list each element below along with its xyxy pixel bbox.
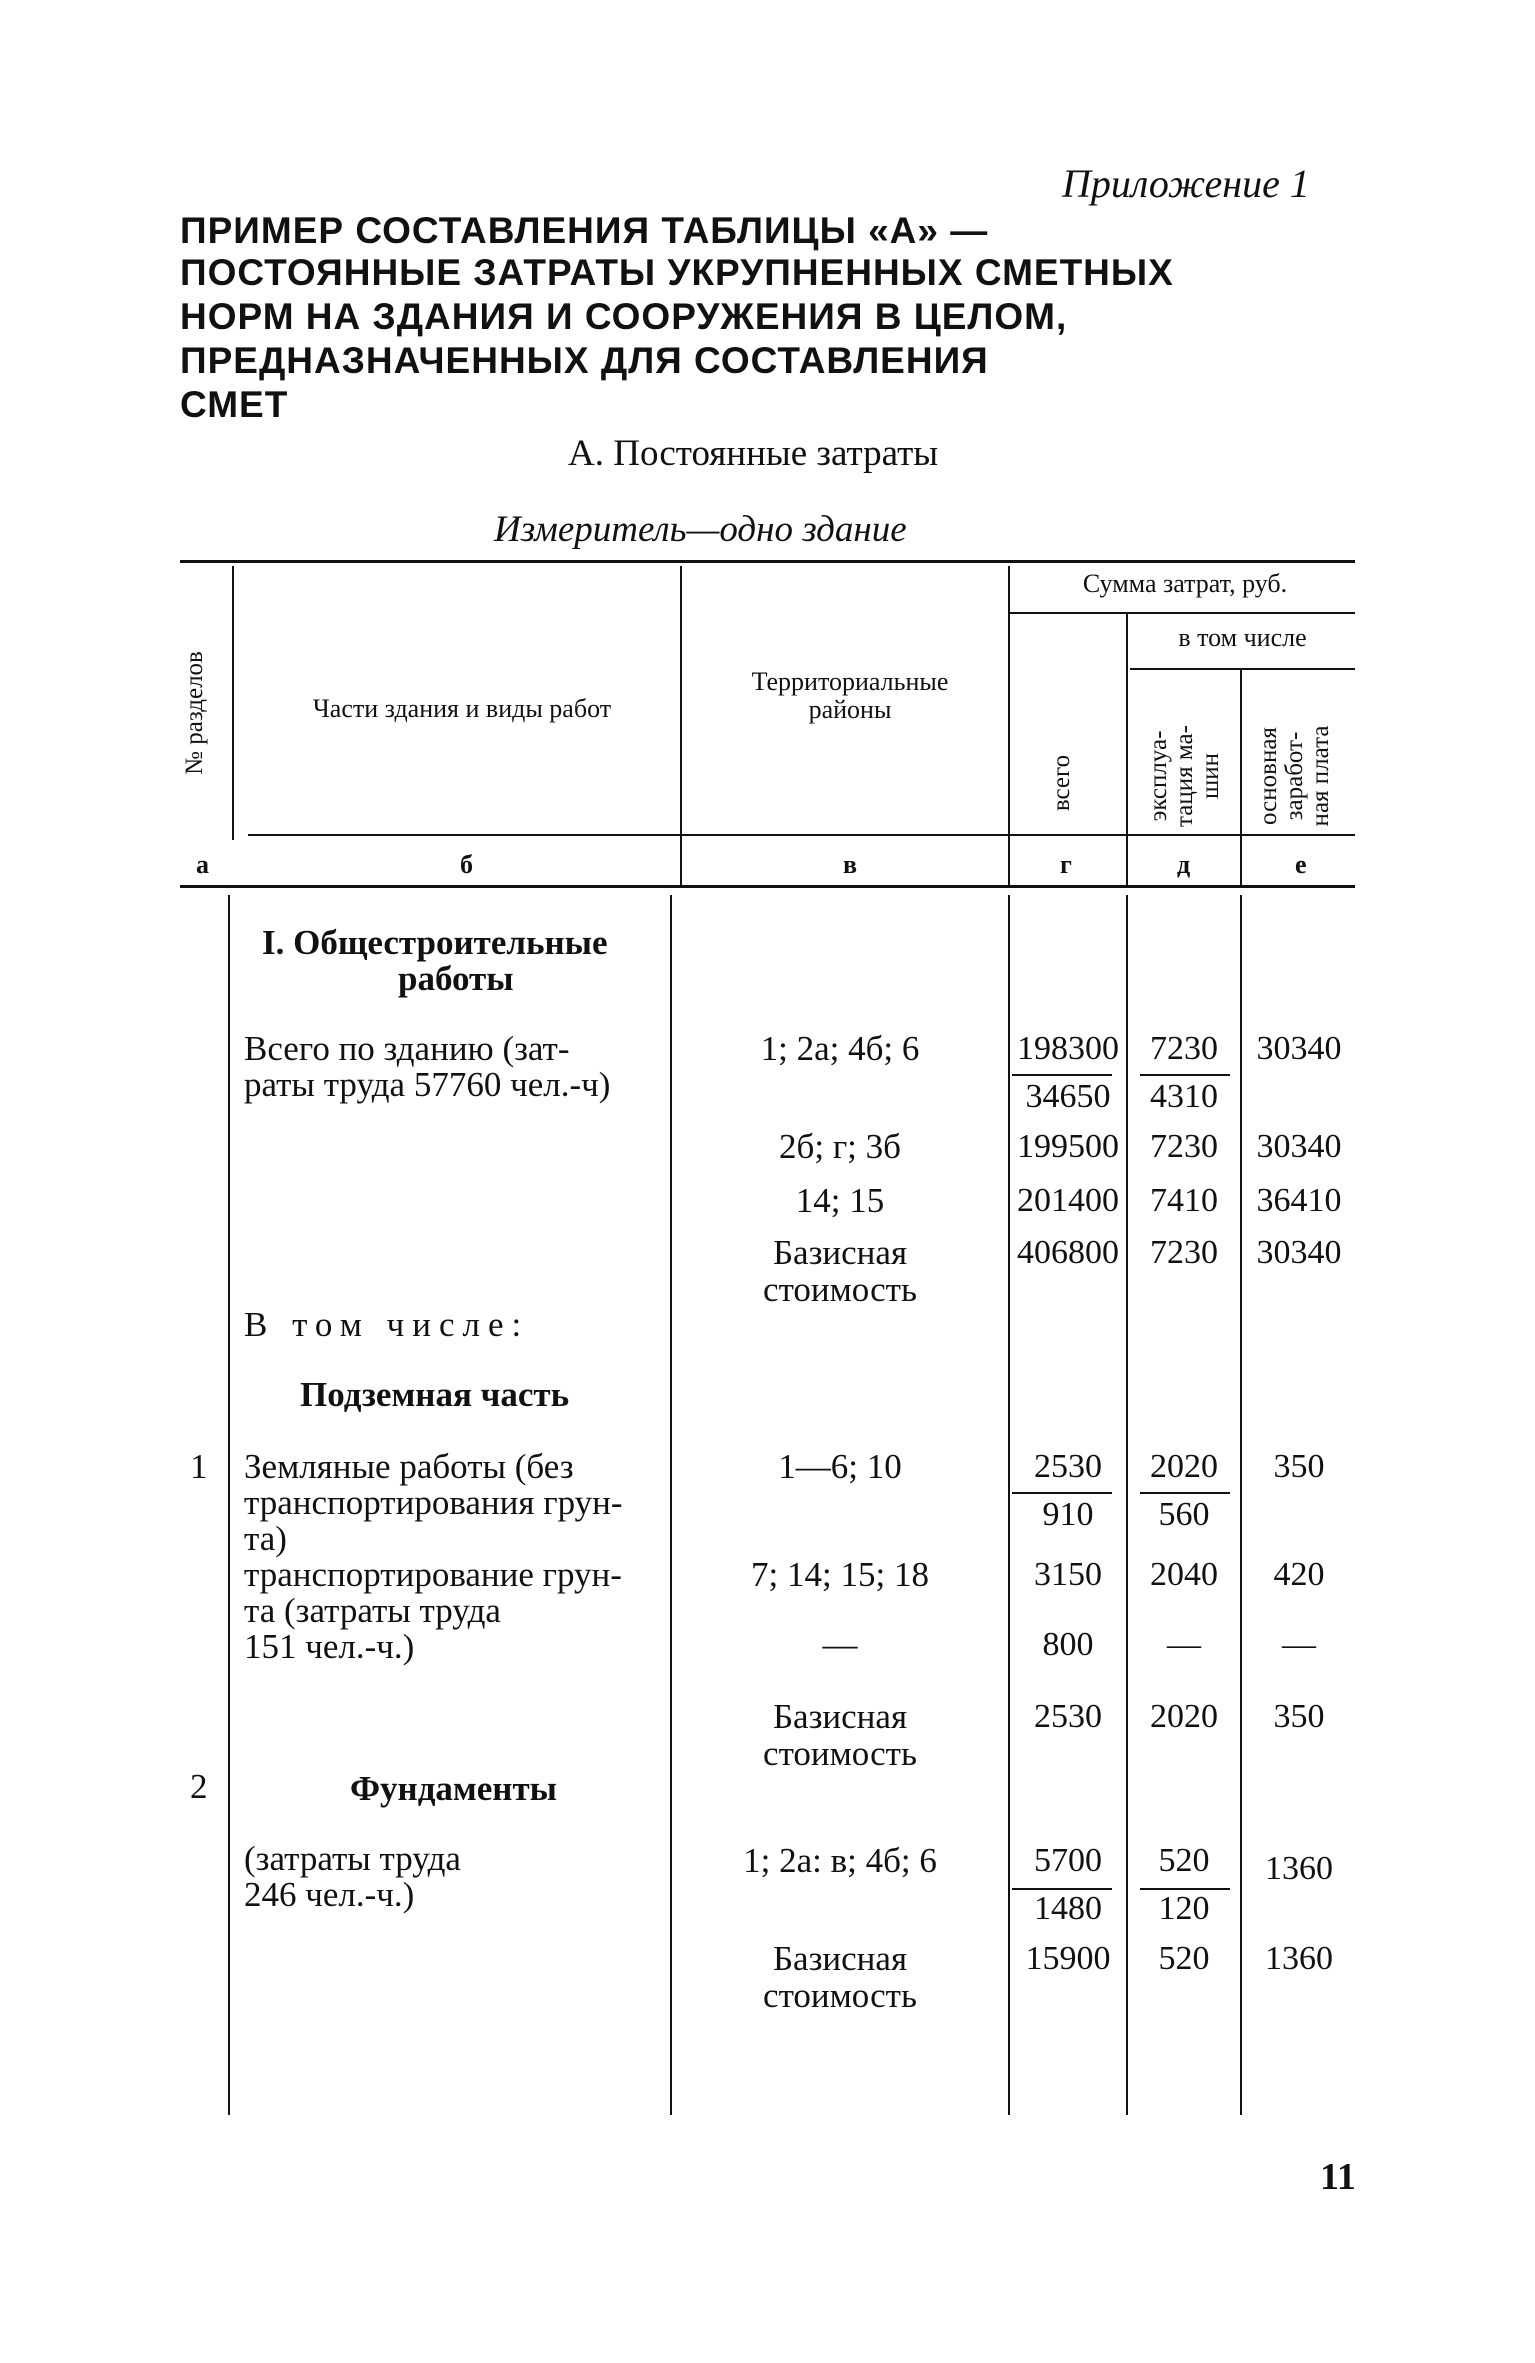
total-r10: 15900: [1025, 1940, 1111, 1977]
total-r1: 198300: [1017, 1030, 1119, 1067]
header-sum: Сумма затрат, руб.: [1082, 569, 1288, 598]
section1-title-2: работы: [398, 959, 514, 998]
total-r8: 2530: [1034, 1698, 1102, 1735]
wage-r2: 30340: [1256, 1128, 1342, 1165]
transport-line-3: 151 чел.-ч.): [244, 1627, 415, 1666]
header-total: всего: [1048, 754, 1075, 812]
total-bldg-1: Всего по зданию (зат-: [244, 1029, 570, 1068]
mach-r5: 2020: [1150, 1448, 1218, 1485]
mach-sub-r9: 120: [1158, 1890, 1210, 1927]
total-r6: 3150: [1034, 1556, 1102, 1593]
wage-r3: 36410: [1256, 1182, 1342, 1219]
wage-r8: 350: [1273, 1698, 1325, 1735]
subtitle: А. Постоянные затраты: [568, 433, 939, 474]
section1-title-1: I. Общестроительные: [262, 923, 608, 962]
transport-line-2: та (затраты труда: [244, 1591, 501, 1630]
total-sub-r1: 34650: [1025, 1078, 1111, 1115]
region-r9: 1; 2а: в; 4б; 6: [743, 1841, 937, 1880]
wage-r5: 350: [1273, 1448, 1325, 1485]
region-r2: 2б; г; 3б: [779, 1127, 901, 1166]
earth-line-3: та): [244, 1519, 287, 1558]
mach-r8: 2020: [1150, 1698, 1218, 1735]
region-r3: 14; 15: [795, 1181, 885, 1220]
region-base-1: Базисная стоимость: [763, 1233, 917, 1309]
earth-section-no: 1: [190, 1447, 208, 1486]
col-letter-a: а: [196, 850, 209, 879]
page-number: 11: [1320, 2156, 1356, 2198]
appendix-label: Приложение 1: [1062, 161, 1310, 206]
title-line-4: ПРЕДНАЗНАЧЕННЫХ ДЛЯ СОСТАВЛЕНИЯ: [180, 340, 989, 381]
measure-unit: Измеритель—одно здание: [494, 509, 907, 550]
earth-line-2: транспортирования грун-: [244, 1483, 623, 1522]
title-line-2: ПОСТОЯННЫЕ ЗАТРАТЫ УКРУПНЕННЫХ СМЕТНЫХ: [180, 252, 1174, 293]
header-section-no: № разделов: [181, 651, 208, 775]
total-r3: 201400: [1017, 1182, 1119, 1219]
col-letter-v: в: [843, 850, 858, 879]
mach-r6: 2040: [1150, 1556, 1218, 1593]
incl-label: В том числе:: [244, 1305, 530, 1344]
header-regions: Территориальные районы: [751, 667, 949, 724]
col-letter-b: б: [460, 850, 473, 879]
underground-title: Подземная часть: [300, 1375, 570, 1414]
found-section-no: 2: [190, 1767, 208, 1806]
header-incl: в том числе: [1178, 623, 1307, 652]
header-parts: Части здания и виды работ: [312, 694, 612, 723]
col-letter-d: д: [1177, 850, 1191, 879]
mach-r7: —: [1167, 1626, 1201, 1663]
total-sub-r9: 1480: [1034, 1890, 1102, 1927]
mach-r2: 7230: [1150, 1128, 1218, 1165]
title-line-5: СМЕТ: [180, 384, 289, 425]
found-title: Фундаменты: [350, 1769, 557, 1808]
wage-r1: 30340: [1256, 1030, 1342, 1067]
total-r7: 800: [1042, 1626, 1094, 1663]
region-r5: 1—6; 10: [778, 1447, 902, 1486]
title-line-3: НОРМ НА ЗДАНИЯ И СООРУЖЕНИЯ В ЦЕЛОМ,: [180, 296, 1068, 337]
total-sub-r5: 910: [1042, 1496, 1094, 1533]
region-r7: —: [822, 1625, 858, 1664]
found-line-1: (затраты труда: [244, 1839, 461, 1878]
mach-sub-r1: 4310: [1150, 1078, 1218, 1115]
header-machines: эксплуа- тация ма- шин: [1145, 725, 1224, 827]
region-base-2: Базисная стоимость: [763, 1697, 917, 1773]
total-r9: 5700: [1034, 1842, 1102, 1879]
col-letter-e: е: [1295, 850, 1307, 879]
region-r6: 7; 14; 15; 18: [751, 1555, 929, 1594]
mach-r4: 7230: [1150, 1234, 1218, 1271]
wage-r7: —: [1282, 1626, 1316, 1663]
transport-line-1: транспортирование грун-: [244, 1555, 622, 1594]
mach-r3: 7410: [1150, 1182, 1218, 1219]
mach-r1: 7230: [1150, 1030, 1218, 1067]
col-letter-g: г: [1060, 850, 1072, 879]
total-r2: 199500: [1017, 1128, 1119, 1165]
region-r1: 1; 2а; 4б; 6: [760, 1029, 920, 1068]
total-r4: 406800: [1017, 1234, 1119, 1271]
mach-r10: 520: [1158, 1940, 1210, 1977]
wage-r9: 1360: [1265, 1850, 1333, 1887]
total-bldg-2: раты труда 57760 чел.-ч): [244, 1065, 611, 1104]
title-line-1: ПРИМЕР СОСТАВЛЕНИЯ ТАБЛИЦЫ «А» —: [180, 210, 989, 251]
wage-r6: 420: [1273, 1556, 1325, 1593]
earth-line-1: Земляные работы (без: [244, 1447, 574, 1486]
header-wage: основная заработ- ная плата: [1255, 725, 1334, 827]
wage-r4: 30340: [1256, 1234, 1342, 1271]
wage-r10: 1360: [1265, 1940, 1333, 1977]
mach-r9: 520: [1158, 1842, 1210, 1879]
found-line-2: 246 чел.-ч.): [244, 1875, 415, 1914]
mach-sub-r5: 560: [1158, 1496, 1210, 1533]
region-base-3: Базисная стоимость: [763, 1939, 917, 2015]
total-r5: 2530: [1034, 1448, 1102, 1485]
